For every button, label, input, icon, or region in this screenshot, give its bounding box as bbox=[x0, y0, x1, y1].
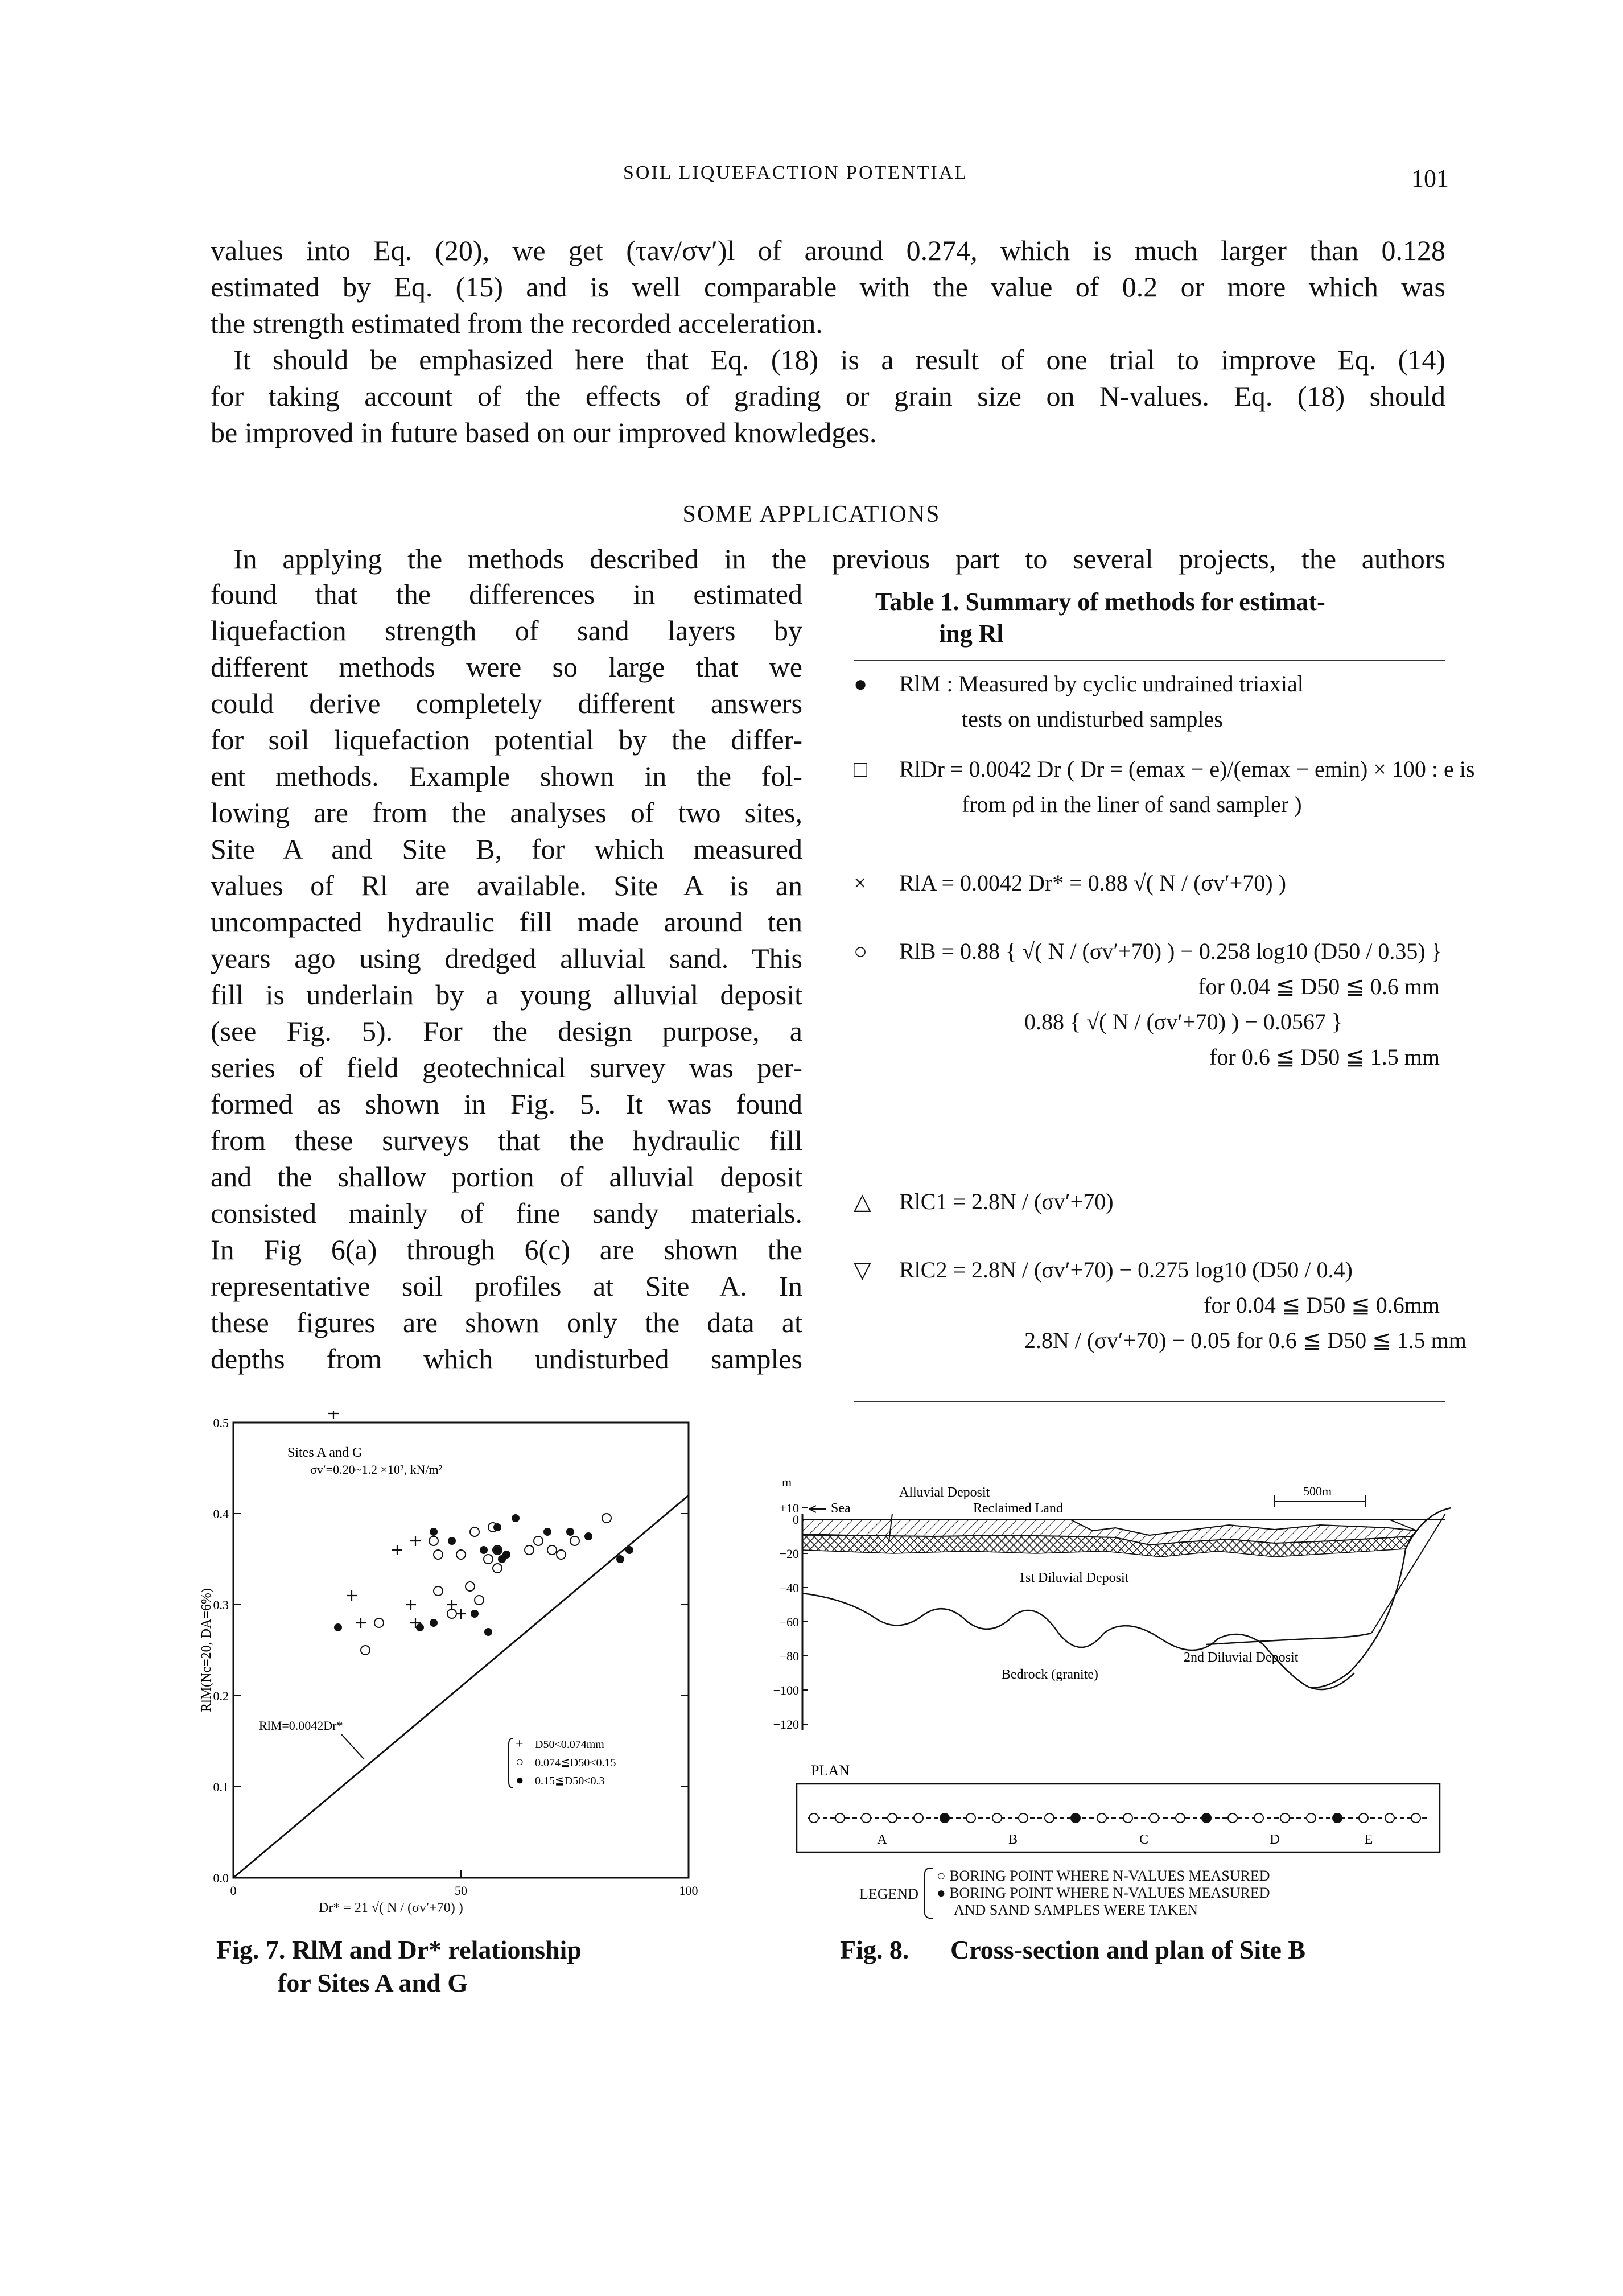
boring-point bbox=[1176, 1813, 1185, 1823]
text-line: ent methods. Example shown in the fol- bbox=[211, 760, 802, 792]
left-column-text bbox=[211, 576, 802, 1377]
fig8-cross-section bbox=[763, 1445, 1463, 1923]
label-diluvial-1: 1st Diluvial Deposit bbox=[1019, 1570, 1129, 1585]
boring-point bbox=[1150, 1813, 1159, 1823]
boring-point bbox=[1411, 1813, 1420, 1823]
depth-label: −40 bbox=[779, 1581, 799, 1595]
y-tick-label: 0.4 bbox=[213, 1507, 229, 1521]
boring-point bbox=[992, 1813, 1002, 1823]
boring-point bbox=[1280, 1813, 1290, 1823]
method-formula: RlA = 0.0042 Dr* = 0.88 √( N / (σv′+70) ) bbox=[899, 870, 1286, 896]
boring-point bbox=[914, 1813, 923, 1823]
depth-label: 0 bbox=[793, 1512, 799, 1527]
boring-point bbox=[966, 1813, 975, 1823]
point-open-circle bbox=[484, 1555, 493, 1564]
method-formula: RlB = 0.88 { √( N / (σv′+70) ) − 0.258 log10 (D50 / 0.35) } bbox=[899, 938, 1442, 964]
section-heading: SOME APPLICATIONS bbox=[682, 501, 941, 527]
point-plus bbox=[328, 1411, 339, 1419]
table-rule-bottom bbox=[854, 1401, 1445, 1402]
boring-point bbox=[1123, 1813, 1132, 1823]
chart-subtitle: σv′=0.20~1.2 ×10², kN/m² bbox=[310, 1462, 443, 1477]
label-diluvial-2: 2nd Diluvial Deposit bbox=[1184, 1650, 1299, 1665]
text-line: for taking account of the effects of grading or grain size on N-values. Eq. (18) should bbox=[211, 380, 1445, 412]
method-formula: for 0.04 ≦ D50 ≦ 0.6mm bbox=[1204, 1292, 1440, 1318]
text-line: the strength estimated from the recorded acceleration. bbox=[211, 307, 823, 339]
y-tick-label: 0.2 bbox=[213, 1689, 229, 1703]
text-line: estimated by Eq. (15) and is well comparable with the value of 0.2 or more which was bbox=[211, 271, 1445, 303]
y-tick-label: 0.1 bbox=[213, 1780, 229, 1794]
point-plus bbox=[356, 1618, 366, 1628]
plot-frame bbox=[233, 1423, 689, 1878]
method-formula: for 0.6 ≦ D50 ≦ 1.5 mm bbox=[1209, 1044, 1440, 1070]
fig8-caption: Cross-section and plan of Site B bbox=[950, 1935, 1306, 1964]
point-open-circle bbox=[361, 1646, 370, 1655]
y-tick-label: 0.3 bbox=[213, 1598, 229, 1612]
label-scale: 500m bbox=[1303, 1484, 1332, 1498]
method-symbol: × bbox=[854, 870, 867, 896]
text-line: Site A and Site B, for which measured bbox=[211, 833, 802, 865]
table-rule-top bbox=[854, 660, 1445, 661]
point-plus bbox=[447, 1600, 457, 1610]
label-reclaimed: Reclaimed Land bbox=[973, 1501, 1063, 1516]
depth-label: +10 bbox=[779, 1501, 799, 1515]
text-line: from these surveys that the hydraulic fill bbox=[211, 1124, 802, 1156]
table-caption-2: ing Rl bbox=[939, 620, 1004, 648]
method-formula: for 0.04 ≦ D50 ≦ 0.6 mm bbox=[1198, 974, 1440, 999]
point-open-circle bbox=[534, 1536, 543, 1545]
x-tick-label: 0 bbox=[230, 1883, 237, 1898]
legend-symbol: + bbox=[516, 1737, 524, 1751]
fig7-scatter-chart bbox=[199, 1411, 768, 1901]
method-formula: from ρd in the liner of sand sampler ) bbox=[962, 792, 1302, 817]
method-symbol: ▽ bbox=[854, 1257, 871, 1283]
boring-point-sampled bbox=[1333, 1813, 1342, 1823]
plan-point-label: B bbox=[1008, 1832, 1018, 1847]
text-line: values into Eq. (20), we get (τav/σv′)l of around 0.274, which is much larger than 0.128 bbox=[211, 234, 1445, 266]
boring-point bbox=[1228, 1813, 1237, 1823]
text-line: series of field geotechnical survey was per- bbox=[211, 1052, 802, 1083]
point-filled-circle bbox=[502, 1551, 510, 1559]
boring-point-sampled bbox=[1202, 1813, 1211, 1823]
method-symbol: □ bbox=[854, 756, 868, 782]
page-number: 101 bbox=[1411, 164, 1449, 192]
text-line: formed as shown in Fig. 5. It was found bbox=[211, 1088, 802, 1120]
method-formula: RlM : Measured by cyclic undrained triaxial bbox=[899, 671, 1304, 696]
legend-label: 0.074≦D50<0.15 bbox=[535, 1757, 616, 1769]
point-open-circle bbox=[429, 1536, 438, 1545]
point-filled-circle bbox=[430, 1528, 438, 1536]
text-line: for soil liquefaction potential by the differ- bbox=[211, 724, 802, 756]
y-axis-label: RlM(Nc=20, DA=6%) bbox=[199, 1588, 214, 1712]
point-open-circle bbox=[557, 1550, 566, 1559]
point-filled-circle bbox=[616, 1555, 624, 1563]
point-filled-circle bbox=[471, 1610, 479, 1618]
point-filled-circle bbox=[480, 1546, 488, 1554]
boring-point bbox=[1385, 1813, 1394, 1823]
point-plus bbox=[347, 1590, 357, 1601]
point-filled-circle bbox=[416, 1623, 424, 1631]
depth-label: −20 bbox=[779, 1547, 799, 1561]
text-line: fill is underlain by a young alluvial deposit bbox=[211, 979, 802, 1011]
label-alluvial: Alluvial Deposit bbox=[899, 1485, 990, 1500]
boring-point-sampled bbox=[1071, 1813, 1080, 1823]
boring-point bbox=[809, 1813, 818, 1823]
boring-point bbox=[835, 1813, 845, 1823]
point-filled-circle bbox=[430, 1619, 438, 1627]
point-open-circle bbox=[374, 1618, 384, 1627]
point-plus bbox=[406, 1600, 416, 1610]
text-line: It should be emphasized here that Eq. (18) is a result of one trial to improve Eq. (14) bbox=[233, 344, 1445, 376]
point-open-circle bbox=[493, 1564, 502, 1573]
boring-point bbox=[1045, 1813, 1054, 1823]
point-open-circle bbox=[475, 1596, 484, 1605]
text-line: these figures are shown only the data at bbox=[211, 1306, 802, 1338]
legend-symbol: ○ bbox=[516, 1755, 524, 1770]
boring-point bbox=[1254, 1813, 1263, 1823]
legend-label: D50<0.074mm bbox=[535, 1738, 604, 1751]
point-filled-circle bbox=[512, 1514, 520, 1522]
text-line: and the shallow portion of alluvial deposit bbox=[211, 1161, 802, 1193]
point-filled-circle bbox=[448, 1537, 456, 1545]
text-line: found that the differences in estimated bbox=[211, 578, 802, 610]
y-tick-label: 0.5 bbox=[213, 1416, 229, 1430]
point-open-circle bbox=[570, 1536, 579, 1545]
point-filled-circle bbox=[566, 1528, 574, 1536]
text-line: be improved in future based on our improved knowledges. bbox=[211, 417, 877, 448]
label-sea: Sea bbox=[831, 1501, 851, 1516]
intro-text bbox=[211, 232, 1445, 451]
legend-line: ○ BORING POINT WHERE N-VALUES MEASURED bbox=[937, 1868, 1270, 1884]
point-filled-circle bbox=[493, 1523, 501, 1531]
method-symbol: ● bbox=[854, 671, 868, 696]
point-filled-circle bbox=[484, 1628, 492, 1636]
point-plus bbox=[392, 1545, 402, 1555]
point-open-circle bbox=[456, 1550, 466, 1559]
legend-line: AND SAND SAMPLES WERE TAKEN bbox=[954, 1902, 1198, 1918]
label-bedrock: Bedrock (granite) bbox=[1002, 1667, 1098, 1682]
running-title: SOIL LIQUEFACTION POTENTIAL bbox=[623, 162, 969, 183]
text-line: In applying the methods described in the previous part to several projects, the authors bbox=[233, 543, 1445, 575]
y-tick-label: 0.0 bbox=[213, 1871, 229, 1885]
point-open-circle bbox=[547, 1545, 557, 1555]
text-line: In Fig 6(a) through 6(c) are shown the bbox=[211, 1234, 802, 1266]
method-formula: RlC1 = 2.8N / (σv′+70) bbox=[899, 1189, 1114, 1214]
plan-point-label: A bbox=[877, 1832, 887, 1847]
method-formula: tests on undisturbed samples bbox=[962, 706, 1223, 732]
point-open-circle bbox=[602, 1514, 611, 1523]
text-line: representative soil profiles at Site A. In bbox=[211, 1270, 802, 1302]
plan-point-label: D bbox=[1270, 1832, 1280, 1847]
legend-brace bbox=[509, 1738, 513, 1788]
boring-point bbox=[862, 1813, 871, 1823]
diluvial-outline bbox=[1309, 1549, 1406, 1688]
plan-point-label: C bbox=[1139, 1832, 1149, 1847]
text-line: values of Rl are available. Site A is an bbox=[211, 869, 802, 901]
point-plus bbox=[456, 1609, 466, 1619]
table-1 bbox=[848, 586, 1445, 650]
line-label: RlM=0.0042Dr* bbox=[259, 1718, 343, 1733]
method-symbol: ○ bbox=[854, 938, 868, 964]
method-symbol: △ bbox=[854, 1189, 871, 1214]
boring-point bbox=[1359, 1813, 1368, 1823]
method-formula: 0.88 { √( N / (σv′+70) ) − 0.0567 } bbox=[1024, 1009, 1343, 1034]
point-filled-circle bbox=[543, 1528, 551, 1536]
table-caption: Table 1. Summary of methods for estimat- bbox=[875, 588, 1325, 616]
point-open-circle bbox=[525, 1545, 534, 1555]
x-tick-label: 50 bbox=[455, 1883, 467, 1898]
legend-label: 0.15≦D50<0.3 bbox=[535, 1775, 605, 1787]
method-formula: RlDr = 0.0042 Dr ( Dr = (emax − e)/(emax − emin) × 100 : e is bbox=[899, 756, 1475, 782]
x-axis-label: Dr* = 21 √( N / (σv′+70) ) bbox=[319, 1901, 463, 1915]
point-filled-circle bbox=[493, 1546, 501, 1554]
boring-point bbox=[1307, 1813, 1316, 1823]
depth-label: −100 bbox=[773, 1683, 799, 1697]
depth-label: −120 bbox=[773, 1717, 799, 1732]
point-open-circle bbox=[434, 1550, 443, 1559]
legend-symbol: ● bbox=[516, 1773, 524, 1788]
text-line: different methods were so large that we bbox=[211, 651, 802, 683]
text-line: liquefaction strength of sand layers by bbox=[211, 615, 802, 646]
depth-label: −60 bbox=[779, 1615, 799, 1629]
text-line: could derive completely different answers bbox=[211, 687, 802, 719]
point-filled-circle bbox=[584, 1532, 592, 1540]
text-line: (see Fig. 5). For the design purpose, a bbox=[211, 1015, 802, 1047]
legend-line: ● BORING POINT WHERE N-VALUES MEASURED bbox=[937, 1885, 1270, 1901]
point-open-circle bbox=[447, 1609, 456, 1618]
boring-point bbox=[1019, 1813, 1028, 1823]
chart-title: Sites A and G bbox=[287, 1445, 363, 1460]
text-line: consisted mainly of fine sandy materials. bbox=[211, 1197, 802, 1229]
fig7-caption: Fig. 7. RlM and Dr* relationship bbox=[216, 1935, 582, 1964]
boring-point bbox=[1097, 1813, 1106, 1823]
method-formula: RlC2 = 2.8N / (σv′+70) − 0.275 log10 (D50 / 0.4) bbox=[899, 1257, 1353, 1283]
point-open-circle bbox=[466, 1582, 475, 1591]
legend-title: LEGEND bbox=[859, 1886, 918, 1902]
text-line: lowing are from the analyses of two sites, bbox=[211, 797, 802, 828]
text-line: depths from which undisturbed samples bbox=[211, 1343, 802, 1375]
point-open-circle bbox=[470, 1527, 479, 1536]
point-open-circle bbox=[434, 1586, 443, 1596]
point-filled-circle bbox=[625, 1546, 633, 1554]
x-tick-label: 100 bbox=[679, 1883, 698, 1898]
point-filled-circle bbox=[334, 1623, 342, 1631]
boring-point-sampled bbox=[940, 1813, 949, 1823]
method-formula: 2.8N / (σv′+70) − 0.05 for 0.6 ≦ D50 ≦ 1.5 mm bbox=[1024, 1328, 1467, 1353]
boring-point bbox=[888, 1813, 897, 1823]
point-plus bbox=[410, 1536, 421, 1546]
line-label-leader bbox=[341, 1734, 364, 1759]
fig7-caption-2: for Sites A and G bbox=[278, 1968, 468, 1997]
fig8-caption-prefix: Fig. 8. bbox=[840, 1935, 909, 1964]
depth-label: −80 bbox=[779, 1649, 799, 1663]
plan-label: PLAN bbox=[811, 1762, 850, 1779]
plan-point-label: E bbox=[1364, 1832, 1373, 1847]
text-line: uncompacted hydraulic fill made around ten bbox=[211, 906, 802, 938]
depth-unit: m bbox=[782, 1475, 792, 1489]
text-line: years ago using dredged alluvial sand. This bbox=[211, 942, 802, 974]
sea-arrow-icon bbox=[809, 1506, 826, 1512]
legend-brace bbox=[924, 1868, 933, 1919]
